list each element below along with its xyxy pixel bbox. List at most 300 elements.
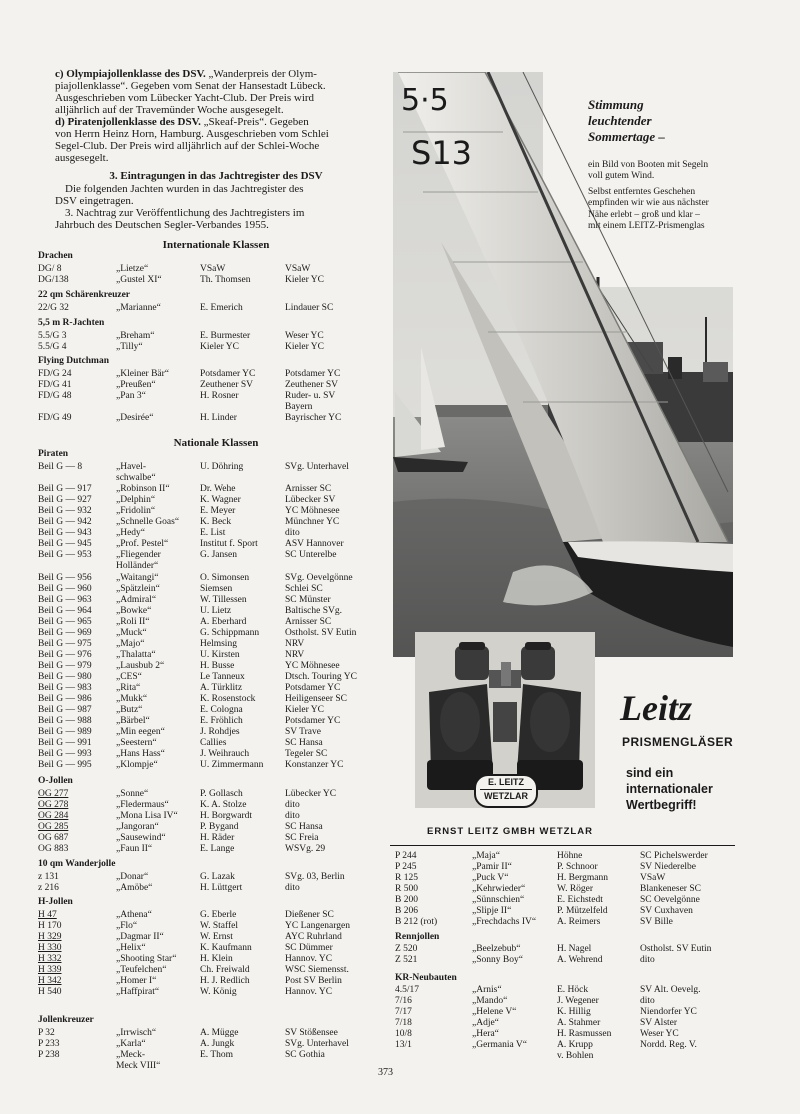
table-row — [38, 833, 383, 844]
sail-number: OG 285 — [38, 822, 69, 832]
boat-name: „Arnis“ — [472, 985, 502, 995]
group-r-jachten: 5,5 m R-Jachten — [38, 318, 105, 328]
table-row — [38, 561, 383, 572]
table-row — [38, 506, 383, 517]
owner: Callies — [200, 738, 227, 748]
owner: Th. Thomsen — [200, 275, 251, 285]
boat-name: „Hera“ — [472, 1029, 499, 1039]
boat-name: „Majo“ — [116, 639, 145, 649]
sail-number: Beil G — 980 — [38, 672, 92, 682]
table-row — [395, 884, 740, 895]
club: Ostholst. SV Eutin — [640, 944, 712, 954]
club: dito — [640, 996, 655, 1006]
boat-name: „Jangoran“ — [116, 822, 159, 832]
club: Kieler YC — [285, 275, 324, 285]
boat-name: „Flo“ — [116, 921, 138, 931]
table-row — [38, 264, 383, 275]
ad-headline — [588, 97, 738, 145]
owner: E. Fröhlich — [200, 716, 243, 726]
owner: U. Lietz — [200, 606, 232, 616]
owner: J. Weihrauch — [200, 749, 250, 759]
ad-body — [588, 160, 738, 232]
club: Schlei SC — [285, 584, 323, 594]
section-3-title: 3. Eintragungen in das Jachtregister des DSV — [109, 170, 323, 182]
sec3-line: 3. Nachtrag zur Veröffentlichung des Jachtregisters im — [65, 207, 305, 219]
table-row — [38, 987, 383, 998]
para-d-label: d) Piratenjollenklasse des DSV. — [55, 116, 201, 128]
owner: E. Thom — [200, 1050, 234, 1060]
table-row — [38, 789, 383, 800]
boat-name: „Kleiner Bär“ — [116, 369, 170, 379]
owner: U. Zimmermann — [200, 760, 264, 770]
club: ASV Hannover — [285, 539, 344, 549]
ad-body-line: mit einem LEITZ-Prismenglas — [588, 221, 705, 232]
owner: H. J. Redlich — [200, 976, 250, 986]
sail-number: Beil G — 976 — [38, 650, 92, 660]
sail-number: Beil G — 932 — [38, 506, 92, 516]
owner: H. Rasmussen — [557, 1029, 612, 1039]
table-row — [395, 906, 740, 917]
boat-name: „Admiral“ — [116, 595, 157, 605]
sail-number: Beil G — 956 — [38, 573, 92, 583]
club: Lübecker SV — [285, 495, 336, 505]
sail-number: Beil G — 953 — [38, 550, 92, 560]
leitz-logo: Leitz — [620, 688, 692, 728]
table-row — [38, 495, 383, 506]
table-row — [38, 517, 383, 528]
table-row — [38, 749, 383, 760]
sail-number: R 125 — [395, 873, 418, 883]
owner: H. Klein — [200, 954, 233, 964]
owner: H. Nagel — [557, 944, 592, 954]
club: Post SV Berlin — [285, 976, 342, 986]
owner: Höhne — [557, 851, 583, 861]
club: dito — [640, 955, 655, 965]
owner: Zeuthener SV — [200, 380, 254, 390]
owner: H. Räder — [200, 833, 235, 843]
sail-number: FD/G 48 — [38, 391, 72, 401]
club: YC Möhnesee — [285, 661, 340, 671]
table-row — [395, 862, 740, 873]
sail-number: Beil G — 995 — [38, 760, 92, 770]
boat-name: „Sausewind“ — [116, 833, 166, 843]
page-number: 373 — [378, 1067, 393, 1078]
boat-name: „Helix“ — [116, 943, 146, 953]
club: SV Cuxhaven — [640, 906, 693, 916]
club: dito — [285, 811, 300, 821]
boat-name: „Amöbe“ — [116, 883, 153, 893]
owner: H. Borgwardt — [200, 811, 253, 821]
sail-number: H 342 — [38, 976, 62, 986]
ad-claim-line: Wertbegriff! — [626, 798, 697, 812]
table-row — [38, 1050, 383, 1061]
sail-number: P 238 — [38, 1050, 60, 1060]
table-row — [38, 391, 383, 402]
club: WSC Siemensst. — [285, 965, 349, 975]
club: AYC Ruhrland — [285, 932, 342, 942]
para-d-line: von Herrn Heinz Horn, Hamburg. Ausgeschrieben vom Schlei — [55, 128, 329, 140]
sail-number: FD/G 49 — [38, 413, 72, 423]
table-row — [38, 303, 383, 314]
boat-name: „Lausbub 2“ — [116, 661, 165, 671]
sail-number: R 500 — [395, 884, 418, 894]
club: Konstanzer YC — [285, 760, 344, 770]
club: SV Alster — [640, 1018, 678, 1028]
group-kr-neubauten: KR-Neubauten — [395, 973, 457, 983]
sail-number-bottom: S13 — [411, 134, 473, 172]
table-row — [395, 944, 740, 955]
sail-number: Beil G — 942 — [38, 517, 92, 527]
owner: W. König — [200, 987, 237, 997]
sail-number: OG 687 — [38, 833, 69, 843]
sail-number: Beil G — 991 — [38, 738, 92, 748]
owner: A. Stahmer — [557, 1018, 601, 1028]
club: SC Oevelgönne — [640, 895, 700, 905]
sail-number: B 200 — [395, 895, 418, 905]
owner: P. Mützelfeld — [557, 906, 608, 916]
owner: Dr. Wehe — [200, 484, 236, 494]
owner: E. Emerich — [200, 303, 243, 313]
boat-name: „Butz“ — [116, 705, 143, 715]
owner: v. Bohlen — [557, 1051, 594, 1061]
table-row — [38, 811, 383, 822]
table-row — [395, 1007, 740, 1018]
club: SV Stößensee — [285, 1028, 338, 1038]
sail-number: 4.5/17 — [395, 985, 420, 995]
club: SVg. Unterhavel — [285, 462, 349, 472]
table-row — [38, 661, 383, 672]
owner: K. Rosenstock — [200, 694, 256, 704]
club: Lübecker YC — [285, 789, 337, 799]
table-row — [38, 683, 383, 694]
sail-number: Beil G — 988 — [38, 716, 92, 726]
table-row — [38, 1028, 383, 1039]
club: VSaW — [285, 264, 311, 274]
intl-classes-title: Internationale Klassen — [162, 239, 270, 251]
club: SVg. Oevelgönne — [285, 573, 353, 583]
table-row — [38, 883, 383, 894]
owner: W. Röger — [557, 884, 594, 894]
table-row — [38, 976, 383, 987]
club: VSaW — [640, 873, 666, 883]
owner: H. Busse — [200, 661, 235, 671]
owner: E. Burmester — [200, 331, 251, 341]
boat-name: „Haffpirat“ — [116, 987, 160, 997]
club: Kieler YC — [285, 342, 324, 352]
table-row — [38, 727, 383, 738]
sail-number: Beil G — 993 — [38, 749, 92, 759]
table-row — [395, 985, 740, 996]
club: SV Alt. Oevelg. — [640, 985, 701, 995]
table-row — [38, 584, 383, 595]
sail-number: P 244 — [395, 851, 417, 861]
club: SV Trave — [285, 727, 321, 737]
sail-number: Beil G — 917 — [38, 484, 92, 494]
badge-bottom: WETZLAR — [480, 789, 532, 803]
sail-number: OG 277 — [38, 789, 69, 799]
club: Potsdamer YC — [285, 716, 341, 726]
boat-name: „Puck V“ — [472, 873, 509, 883]
group-jollenkreuzer: Jollenkreuzer — [38, 1015, 94, 1025]
sail-number: Beil G — 989 — [38, 727, 92, 737]
ad-body-line: Nähe erlebt – groß und klar – — [588, 209, 700, 220]
boat-name: „Min eegen“ — [116, 727, 165, 737]
table-row — [38, 716, 383, 727]
sail-number: Beil G — 979 — [38, 661, 92, 671]
owner: A. Krupp — [557, 1040, 593, 1050]
owner: K. Wagner — [200, 495, 241, 505]
boat-name: „Teufelchen“ — [116, 965, 167, 975]
ad-headline-line: leuchtender — [588, 113, 652, 128]
group-drachen: Drachen — [38, 251, 73, 261]
boat-name: „Bärbel“ — [116, 716, 150, 726]
table-row — [38, 650, 383, 661]
club: Münchner YC — [285, 517, 340, 527]
ad-body-line: ein Bild von Booten mit Segeln — [588, 160, 709, 170]
boat-name: „Helene V“ — [472, 1007, 517, 1017]
boat-name: „Sünnschien“ — [472, 895, 525, 905]
sail-number: H 339 — [38, 965, 62, 975]
para-c-line: piajollenklasse“. Gegeben vom Senat der Hansestadt Lübeck. — [55, 80, 326, 92]
boat-name: „Desirée“ — [116, 413, 154, 423]
table-row — [38, 380, 383, 391]
boat-name: „Karla“ — [116, 1039, 146, 1049]
para-d-line: Segel-Club. Der Preis wird alljährlich auf der Schlei-Woche — [55, 140, 320, 152]
table-row — [38, 672, 383, 683]
sail-number: Beil G — 986 — [38, 694, 92, 704]
sail-number: H 540 — [38, 987, 62, 997]
boat-name: „Mando“ — [472, 996, 508, 1006]
sail-number: 5.5/G 4 — [38, 342, 67, 352]
boat-name: „Fliegender — [116, 550, 161, 560]
sail-number: DG/138 — [38, 275, 69, 285]
club: SC Unterelbe — [285, 550, 337, 560]
ad-headline-line: Stimmung — [588, 97, 644, 112]
table-row — [38, 910, 383, 921]
boat-name: „Mona Lisa IV“ — [116, 811, 178, 821]
sail-number: B 206 — [395, 906, 418, 916]
sail-number: Beil G — 983 — [38, 683, 92, 693]
boat-name: „Dagmar II“ — [116, 932, 164, 942]
boat-name: „Bowke“ — [116, 606, 152, 616]
sail-number: Beil G — 964 — [38, 606, 92, 616]
owner: J. Rohdjes — [200, 727, 240, 737]
owner: A. Wehrend — [557, 955, 603, 965]
group-piraten: Piraten — [38, 449, 69, 459]
club: Potsdamer YC — [285, 683, 341, 693]
table-row — [38, 462, 383, 473]
club: SV Bille — [640, 917, 673, 927]
sail-number: 5.5/G 3 — [38, 331, 67, 341]
sail-number: 7/16 — [395, 996, 412, 1006]
owner: U. Döhring — [200, 462, 244, 472]
owner: U. Kirsten — [200, 650, 240, 660]
boat-name: „Pan 3“ — [116, 391, 146, 401]
boat-name: „Donar“ — [116, 872, 149, 882]
boat-name: „Waitangi“ — [116, 573, 159, 583]
product-label: PRISMENGLÄSER — [622, 735, 734, 749]
owner: G. Schippmann — [200, 628, 260, 638]
sail-number: B 212 (rot) — [395, 917, 438, 927]
ad-claim-line: sind ein — [626, 766, 674, 780]
owner: Institut f. Sport — [200, 539, 258, 549]
group-h-jollen: H-Jollen — [38, 897, 73, 907]
table-row — [395, 1040, 740, 1051]
club: Dießener SC — [285, 910, 334, 920]
owner: J. Wegener — [557, 996, 599, 1006]
owner: W. Tillessen — [200, 595, 247, 605]
boat-name: „Thalatta“ — [116, 650, 156, 660]
group-flying-dutchman: Flying Dutchman — [38, 356, 109, 366]
para-d-line: ausgesegelt. — [55, 152, 109, 164]
owner: K. Kaufmann — [200, 943, 252, 953]
club: SC Hansa — [285, 822, 323, 832]
sail-number: Beil G — 960 — [38, 584, 92, 594]
table-row — [38, 921, 383, 932]
table-row — [38, 573, 383, 584]
boat-name: „Maja“ — [472, 851, 500, 861]
sail-number: H 329 — [38, 932, 62, 942]
boat-name: „Shooting Star“ — [116, 954, 177, 964]
owner: H. Rosner — [200, 391, 239, 401]
club: SC Gothia — [285, 1050, 325, 1060]
owner: A. Türklitz — [200, 683, 243, 693]
table-row — [38, 617, 383, 628]
boat-name: „Roli II“ — [116, 617, 150, 627]
club: dito — [285, 800, 300, 810]
boat-name: „Meck- — [116, 1050, 146, 1060]
sec3-line: DSV eingetragen. — [55, 195, 134, 207]
table-row — [38, 473, 383, 484]
club: SC Pichelswerder — [640, 851, 708, 861]
company-name: ERNST LEITZ GMBH WETZLAR — [427, 826, 593, 837]
owner: E. Lange — [200, 844, 235, 854]
table-row — [38, 822, 383, 833]
group-schaerenkreuzer: 22 qm Schärenkreuzer — [38, 290, 131, 300]
boat-name: schwalbe“ — [116, 473, 156, 483]
owner: Helmsing — [200, 639, 237, 649]
boat-name: „Faun II“ — [116, 844, 153, 854]
boat-name: „Fridolin“ — [116, 506, 156, 516]
table-row — [38, 639, 383, 650]
ad-claim — [626, 765, 713, 813]
group-wanderjolle: 10 qm Wanderjolle — [38, 859, 116, 869]
boat-name: „Breham“ — [116, 331, 155, 341]
table-row — [38, 943, 383, 954]
boat-name: „Tilly“ — [116, 342, 143, 352]
club: dito — [285, 883, 300, 893]
club: dito — [285, 528, 300, 538]
sail-number: OG 284 — [38, 811, 69, 821]
owner: K. Beck — [200, 517, 232, 527]
club: YC Möhnesee — [285, 506, 340, 516]
owner: E. Eichstedt — [557, 895, 603, 905]
sail-number: OG 883 — [38, 844, 69, 854]
boat-name: „Gustel XI“ — [116, 275, 162, 285]
owner: A. Jungk — [200, 1039, 235, 1049]
table-row — [38, 402, 383, 413]
table-row — [38, 694, 383, 705]
owner: P. Schnoor — [557, 862, 598, 872]
owner: E. Meyer — [200, 506, 236, 516]
boat-name: „Robinson II“ — [116, 484, 170, 494]
table-row — [38, 275, 383, 286]
club: SC Dümmer — [285, 943, 333, 953]
owner: G. Eberle — [200, 910, 237, 920]
owner: G. Jansen — [200, 550, 237, 560]
club: SC Hansa — [285, 738, 323, 748]
table-row — [38, 932, 383, 943]
sail-number: H 170 — [38, 921, 62, 931]
club: Baltische SVg. — [285, 606, 342, 616]
club: Hannov. YC — [285, 987, 333, 997]
club: NRV — [285, 650, 305, 660]
table-row — [38, 760, 383, 771]
table-row — [38, 550, 383, 561]
sail-number: z 216 — [38, 883, 59, 893]
boat-name: „Klompje“ — [116, 760, 158, 770]
boat-name: „Muck“ — [116, 628, 147, 638]
table-row — [38, 342, 383, 353]
boat-name: „Homer I“ — [116, 976, 157, 986]
club: SC Münster — [285, 595, 331, 605]
boat-name: „Schnelle Goas“ — [116, 517, 180, 527]
club: SVg. 03, Berlin — [285, 872, 345, 882]
boat-name: „Fledermaus“ — [116, 800, 169, 810]
club: Arnisser SC — [285, 484, 332, 494]
sail-number: z 131 — [38, 872, 59, 882]
club: Potsdamer YC — [285, 369, 341, 379]
sail-number: H 47 — [38, 910, 57, 920]
owner: A. Reimers — [557, 917, 601, 927]
club: Weser YC — [285, 331, 324, 341]
table-row — [38, 628, 383, 639]
club: Ostholst. SV Eutin — [285, 628, 357, 638]
club: Nordd. Reg. V. — [640, 1040, 697, 1050]
sail-number: DG/ 8 — [38, 264, 62, 274]
table-row — [395, 873, 740, 884]
boat-name: „Hans Hass“ — [116, 749, 165, 759]
table-row — [38, 738, 383, 749]
paragraph-c — [55, 68, 377, 116]
table-row — [395, 895, 740, 906]
sail-number: Beil G — 927 — [38, 495, 92, 505]
club: Bayrischer YC — [285, 413, 342, 423]
club: SC Freia — [285, 833, 319, 843]
club: Zeuthener SV — [285, 380, 339, 390]
owner: G. Lazak — [200, 872, 235, 882]
owner: E. Höck — [557, 985, 589, 995]
table-row — [395, 1029, 740, 1040]
boat-name: „Spätzlein“ — [116, 584, 160, 594]
table-row — [38, 539, 383, 550]
boat-name: „Adje“ — [472, 1018, 499, 1028]
table-row — [395, 955, 740, 966]
owner: K. Hillig — [557, 1007, 591, 1017]
sail-number: FD/G 24 — [38, 369, 72, 379]
table-row — [38, 1061, 383, 1072]
boat-name: „Delphin“ — [116, 495, 156, 505]
owner: K. A. Stolze — [200, 800, 247, 810]
sail-number-top: 5·5 — [401, 83, 449, 118]
table-row — [38, 1039, 383, 1050]
boat-name: „Frechdachs IV“ — [472, 917, 537, 927]
table-row — [38, 484, 383, 495]
ad-claim-line: internationaler — [626, 782, 713, 796]
sec3-line: Jahrbuch des Deutschen Segler-Verbandes 1955. — [55, 219, 269, 231]
owner: A. Eberhard — [200, 617, 247, 627]
owner: E. List — [200, 528, 226, 538]
